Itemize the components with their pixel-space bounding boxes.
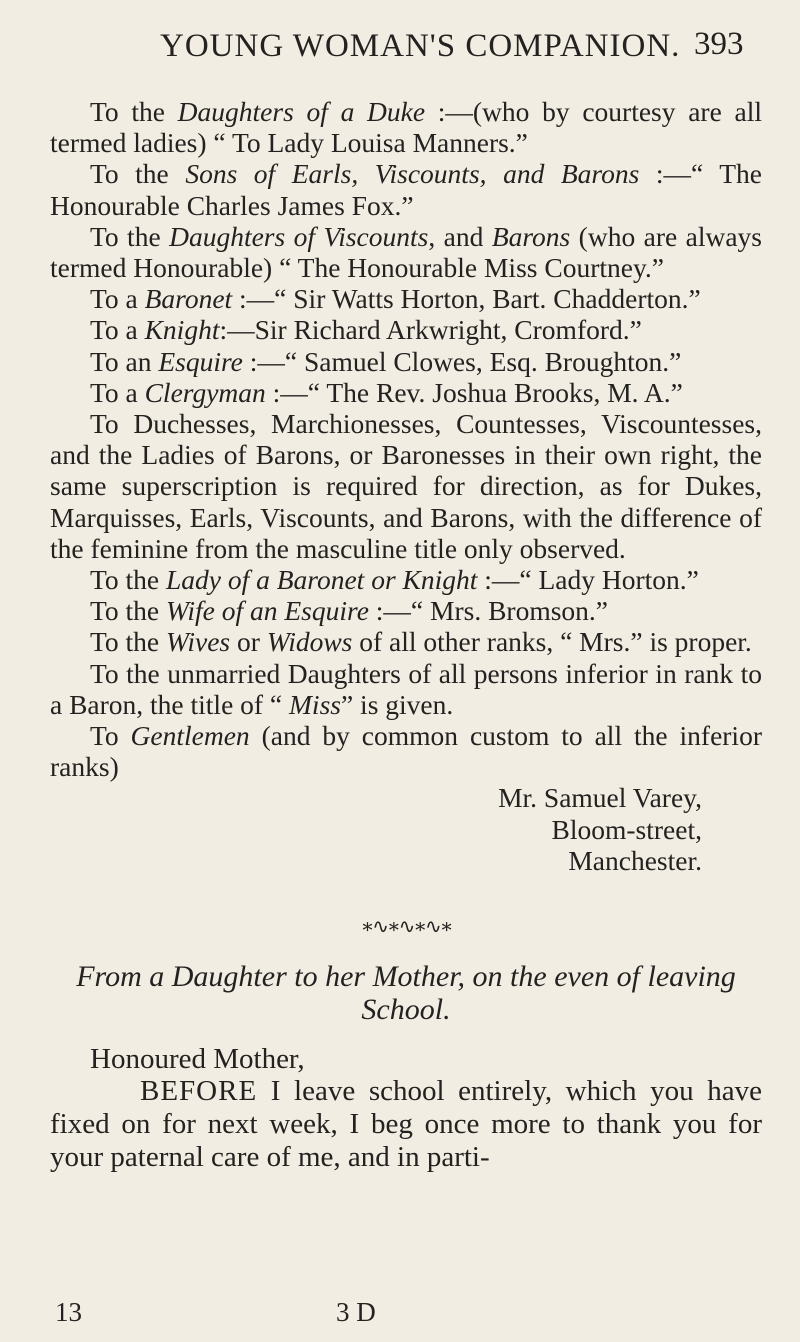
para-text: To a [90,314,145,346]
paragraph-sons-earls [50,158,762,220]
text-block [50,96,762,1174]
page-footer [50,1297,762,1331]
para-text: To the unmarried Daughters of all persons inferior in rank to a Baron, the title of “ [50,657,762,720]
para-text: To the [90,158,186,190]
para-italic: Gentlemen [130,720,250,752]
para-text: :—“ The Honourable Charles James Fox.” [50,158,762,221]
para-italic: Barons [491,220,571,252]
paragraph-wife-esquire [50,595,762,626]
para-text: or [230,626,267,658]
para-text: (who are always termed Honourable) “ The Honourable Miss Courtney.” [50,220,762,284]
para-text: To Duchesses, Marchionesses, Countesses, Viscountesses, and the Ladies of Barons, or Baronesses in their own right, the same superscription is required for direction, as for Dukes, Marquisses, Earls, Viscounts, and Barons, with the difference of the feminine from the masculine title only observed. [50,408,762,564]
para-text: ” is given. [340,688,454,720]
paragraph-duchesses [50,408,762,564]
para-text: To a [90,283,145,315]
para-italic: Baronet [144,283,233,315]
para-text: To the [90,96,178,127]
para-text: To the [90,595,166,627]
para-text: (and by common custom to all the inferior ranks) [50,720,762,783]
example-town: Manchester. [568,844,702,876]
running-title: YOUNG WOMAN'S COMPANION. [160,28,681,64]
letter-body-text: I leave school entirely, which you have fixed on for next week, I beg once more to thank you for your paternal care of me, and in parti- [50,1075,762,1174]
letter-body [50,1075,762,1174]
paragraph-clergyman [50,377,762,408]
para-text: :—“ The Rev. Joshua Brooks, M. A.” [265,376,683,408]
para-text: :—“ Sir Watts Horton, Bart. Chadderton.” [232,283,701,315]
paragraph-knight [50,314,762,345]
para-text: To a [90,376,145,408]
paragraph-gentlemen [50,720,762,876]
paragraph-daughters-viscounts [50,221,762,283]
para-text: :—“ Lady Horton.” [477,564,699,596]
ornament-divider: ∗∿∗∿∗∿∗ [360,916,452,939]
para-italic: Lady of a Baronet or Knight [165,564,478,596]
example-name: Mr. Samuel Varey, [498,782,702,814]
signature-mark: 3 D [336,1297,376,1327]
paragraph-wives-widows [50,626,762,657]
example-street: Bloom-street, [551,813,702,845]
letter-salutation: Honoured Mother, [90,1043,305,1076]
page-number: 393 [694,26,744,62]
paragraph-lady-baronet [50,564,762,595]
para-italic: Esquire [158,345,243,377]
paragraph-baronet [50,283,762,314]
para-text: of all other ranks, “ Mrs.” is proper. [352,626,752,658]
para-text: :—(who by courtesy are all termed ladies) “ To Lady Louisa Manners.” [50,96,762,159]
letter-heading: From a Daughter to her Mother, on the even of leaving School. [76,960,736,1027]
para-text: :—Sir Richard Arkwright, Cromford.” [219,314,642,346]
paragraph-daughters-duke [50,96,762,158]
letter-opening-word: BEFORE [140,1075,258,1108]
para-text: To the [90,626,166,658]
para-text: :—“ Mrs. Bromson.” [368,595,608,627]
para-italic: Sons of Earls, Viscounts, and Barons [185,158,640,190]
para-italic: Daughters of Viscounts [169,220,429,252]
para-italic: Daughters of a Duke [177,96,426,127]
para-italic: Wives [165,626,231,658]
para-text: To the [90,220,170,252]
paragraph-unmarried-daughters [50,658,762,720]
para-text: To the [90,564,166,596]
paragraph-esquire [50,346,762,377]
para-italic: Miss [289,688,341,720]
para-text: , and [428,220,492,252]
para-italic: Knight [144,314,220,346]
para-italic: Widows [266,626,353,658]
para-text: To an [90,345,159,377]
sheet-mark: 13 [55,1297,82,1327]
para-italic: Wife of an Esquire [165,595,369,627]
para-italic: Clergyman [144,376,266,408]
para-text: :—“ Samuel Clowes, Esq. Broughton.” [242,345,682,377]
running-head [0,26,800,70]
para-text: To [90,720,131,752]
